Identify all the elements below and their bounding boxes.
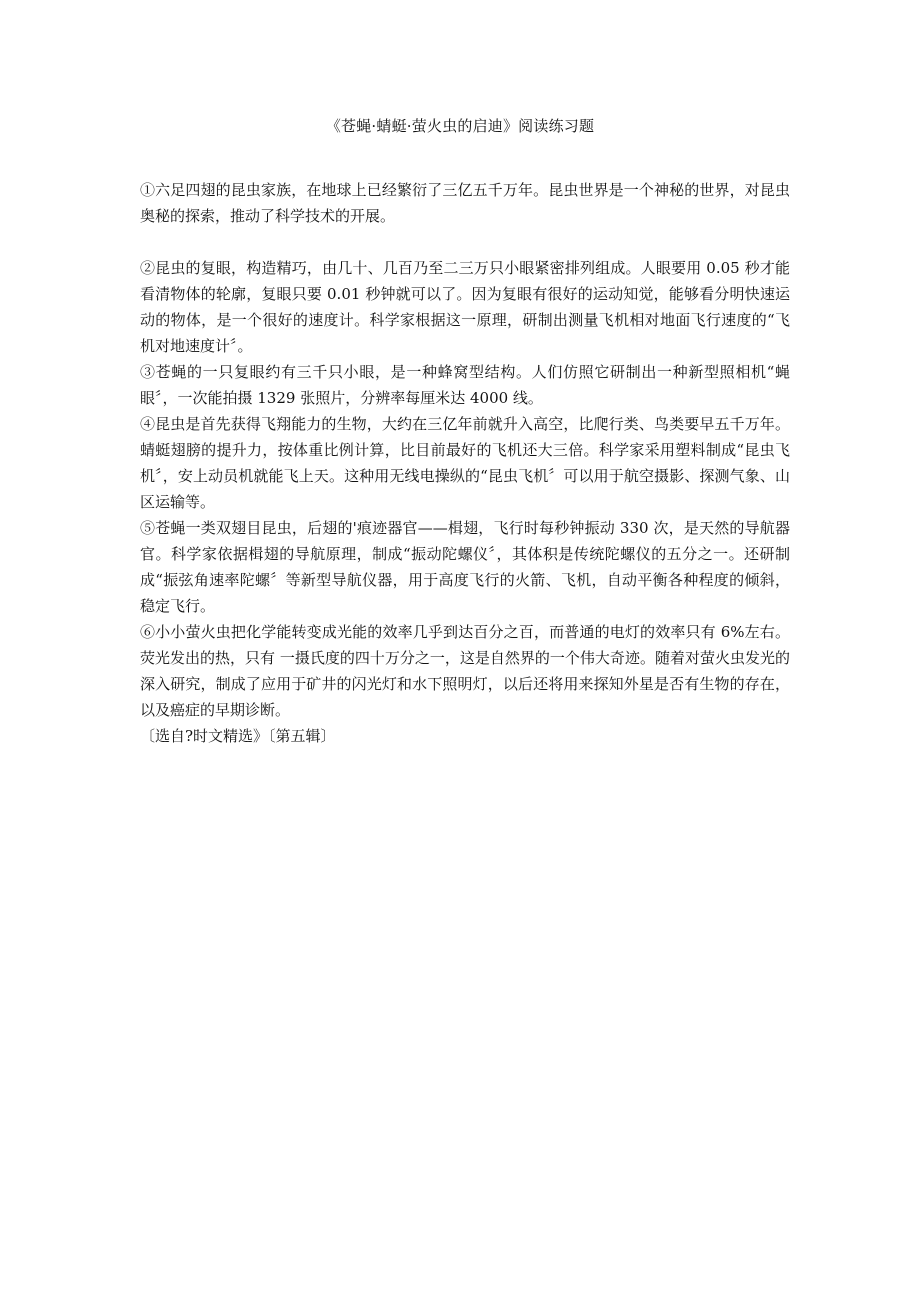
paragraph-4: ④昆虫是首先获得飞翔能力的生物，大约在三亿年前就升入高空，比爬行类、鸟类要早五千万年。蜻蜓翅膀的提升力，按体重比例计算，比目前最好的飞机还大三倍。科学家采用塑料制成“昆虫飞机〞，安上动员机就能飞上天。这种用无线电操纵的“昆虫飞机〞可以用于航空摄影、探测气象、山区运输等。: [140, 415, 790, 511]
paragraph-1: ①六足四翅的昆虫家族，在地球上已经繁衍了三亿五千万年。昆虫世界是一个神秘的世界，对昆虫奥秘的探索，推动了科学技术的开展。: [140, 181, 790, 225]
source-citation: 〔选自?时文精选》〔第五辑〕: [140, 727, 336, 745]
paragraph-3: ③苍蝇的一只复眼约有三千只小眼，是一种蜂窝型结构。人们仿照它研制出一种新型照相机“蝇眼〞，一次能拍摄 1329 张照片，分辨率每厘米达 4000 线。: [140, 363, 790, 407]
document-title: 《苍蝇·蜻蜓·萤火虫的启迪》阅读练习题: [325, 117, 595, 135]
paragraph-6: ⑥小小萤火虫把化学能转变成光能的效率几乎到达百分之百，而普通的电灯的效率只有 6%左右。荧光发出的热，只有 一摄氏度的四十万分之一，这是自然界的一个伟大奇迹。随着对萤火虫发光的深入研究，制成了应用于矿井的闪光灯和水下照明灯，以后还将用来探知外星是否有生物的存在，以及癌症的早期诊断。: [140, 623, 790, 719]
paragraph-5: ⑤苍蝇一类双翅目昆虫，后翅的'痕迹器官——楫翅，飞行时每秒钟振动 330 次，是天然的导航器官。科学家依据楫翅的导航原理，制成“振动陀螺仪〞，其体积是传统陀螺仪的五分之一。还研制成“振弦角速率陀螺〞等新型导航仪器，用于高度飞行的火箭、飞机，自动平衡各种程度的倾斜，稳定飞行。: [140, 519, 790, 615]
document-body: [140, 177, 790, 749]
paragraph-2: ②昆虫的复眼，构造精巧，由几十、几百乃至二三万只小眼紧密排列组成。人眼要用 0.05 秒才能看清物体的轮廓，复眼只要 0.01 秒钟就可以了。因为复眼有很好的运动知觉，能够看分明快速运动的物体，是一个很好的速度计。科学家根据这一原理，研制出测量飞机相对地面飞行速度的“飞机对地速度计〞。: [140, 259, 790, 355]
